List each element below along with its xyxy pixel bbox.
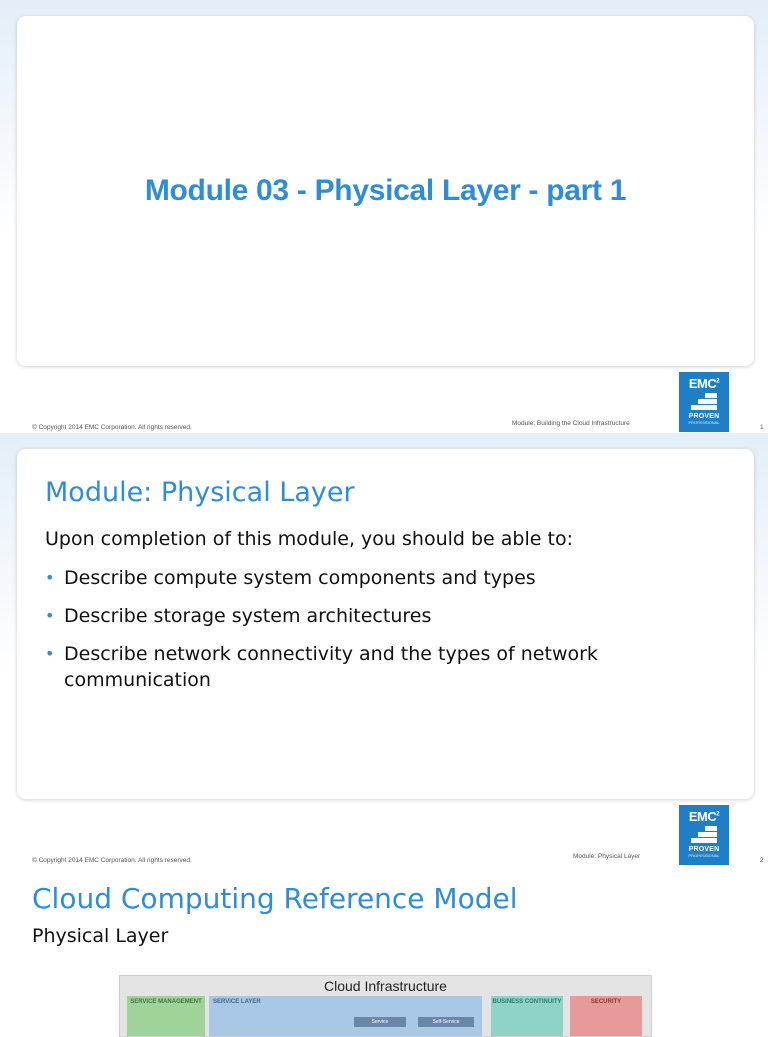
bullet-icon: • bbox=[45, 568, 55, 587]
stairs-icon bbox=[691, 393, 717, 411]
slide-1 bbox=[0, 0, 768, 433]
cloud-infrastructure-diagram bbox=[119, 975, 652, 1037]
self-service-label: Self-Service bbox=[418, 1017, 474, 1027]
page-number: 1 bbox=[760, 424, 764, 431]
bullet-icon: • bbox=[45, 606, 55, 625]
service-layer-box: SERVICE LAYER bbox=[209, 996, 482, 1036]
module-footer: Module: Physical Layer bbox=[573, 853, 641, 860]
slide-3-subtitle: Physical Layer bbox=[32, 925, 169, 947]
logo-brand: EMC bbox=[688, 809, 717, 824]
logo-sup: 2 bbox=[716, 378, 720, 385]
logo-proven: PROVEN bbox=[688, 846, 720, 853]
service-label: Service bbox=[354, 1017, 406, 1027]
slide-2-intro: Upon completion of this module, you should be able to: bbox=[45, 528, 573, 550]
stairs-icon bbox=[691, 826, 717, 844]
logo-professional: PROFESSIONAL bbox=[688, 420, 720, 425]
emc-proven-logo bbox=[679, 372, 729, 432]
copyright-text: © Copyright 2014 EMC Corporation. All rights reserved. bbox=[32, 424, 192, 431]
service-management-box: SERVICE MANAGEMENT bbox=[127, 996, 205, 1036]
module-footer: Module: Building the Cloud Infrastructure bbox=[512, 420, 630, 427]
security-box: SECURITY bbox=[570, 996, 642, 1036]
logo-professional: PROFESSIONAL bbox=[688, 853, 720, 858]
diagram-title: Cloud Infrastructure bbox=[324, 978, 447, 994]
logo-proven: PROVEN bbox=[688, 413, 720, 420]
slide-1-card bbox=[17, 16, 754, 366]
logo-brand: EMC bbox=[688, 376, 717, 391]
list-item: • Describe network connectivity and the types of network communication bbox=[45, 643, 598, 691]
page-number: 2 bbox=[760, 857, 764, 864]
objectives-list bbox=[45, 565, 705, 705]
slide-2-title: Module: Physical Layer bbox=[45, 477, 355, 508]
list-item: • Describe compute system components and types bbox=[45, 567, 536, 589]
copyright-text: © Copyright 2014 EMC Corporation. All rights reserved. bbox=[32, 857, 192, 864]
business-continuity-box: BUSINESS CONTINUITY bbox=[491, 996, 563, 1036]
logo-sup: 2 bbox=[716, 811, 720, 818]
slide-1-title: Module 03 - Physical Layer - part 1 bbox=[144, 174, 627, 207]
slide-3-title: Cloud Computing Reference Model bbox=[32, 882, 518, 915]
bullet-icon: • bbox=[45, 644, 55, 663]
emc-proven-logo bbox=[679, 805, 729, 865]
list-item: • Describe storage system architectures bbox=[45, 605, 432, 627]
